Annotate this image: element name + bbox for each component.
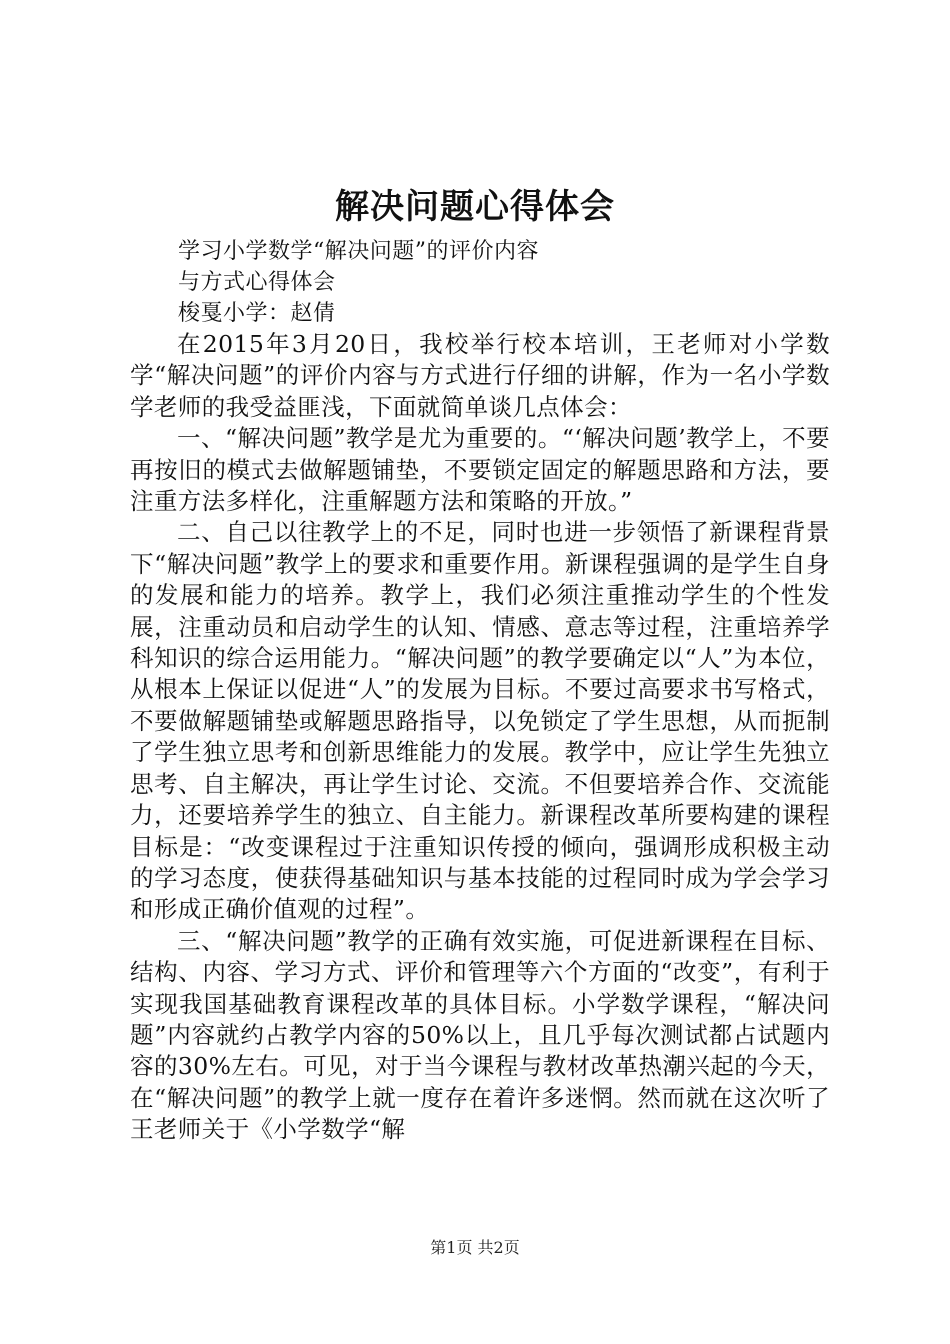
document-title: 解决问题心得体会 [335,187,615,227]
paragraph-intro: 在2015年3月20日，我校举行校本培训，王老师对小学数学“解决问题”的评价内容与方式进行仔细的讲解，作为一名小学数学老师的我受益匪浅，下面就简单谈几点体会： [130,330,830,421]
subtitle-line-2: 与方式心得体会 [178,270,336,295]
body-text [130,329,830,1146]
page-number-footer: 第1页 共2页 [430,1238,520,1257]
paragraph-point-1: 一、“解决问题”教学是尤为重要的。“‘解决问题’教学上，不要再按旧的模式去做解题铺垫，不要锁定固定的解题思路和方法，要注重方法多样化，注重解题方法和策略的开放。” [130,424,830,516]
paragraph-point-3: 三、“解决问题”教学的正确有效实施，可促进新课程在目标、结构、内容、学习方式、评价和管理等六个方面的“改变”，有利于实现我国基础教育课程改革的具体目标。小学数学课程，“解决问题”内容就约占教学内容的50%以上，且几乎每次测试都占试题内容的30%左右。可见，对于当今课程与教材改革热潮兴起的今天，在“解决问题”的教学上就一度存在着许多迷惘。然而就在这次听了王老师关于《小学数学“解 [130,926,830,1144]
subtitle-line-1: 学习小学数学“解决问题”的评价内容 [178,239,539,264]
header-block [178,236,828,329]
author-line: 梭戛小学：赵倩 [178,301,336,326]
paragraph-point-2: 二、自己以往教学上的不足，同时也进一步领悟了新课程背景下“解决问题”教学上的要求和重要作用。新课程强调的是学生自身的发展和能力的培养。教学上，我们必须注重推动学生的个性发展，注重动员和启动学生的认知、情感、意志等过程，注重培养学科知识的综合运用能力。“解决问题”的教学要确定以“人”为本位，从根本上保证以促进“人”的发展为目标。不要过高要求书写格式，不要做解题铺垫或解题思路指导，以免锁定了学生思想，从而扼制了学生独立思考和创新思维能力的发展。教学中，应让学生先独立思考、自主解决，再让学生讨论、交流。不但要培养合作、交流能力，还要培养学生的独立、自主能力。新课程改革所要构建的课程目标是：“改变课程过于注重知识传授的倾向，强调形成积极主动的学习态度，使获得基础知识与基本技能的过程同时成为学会学习和形成正确价值观的过程”。 [130,518,830,924]
